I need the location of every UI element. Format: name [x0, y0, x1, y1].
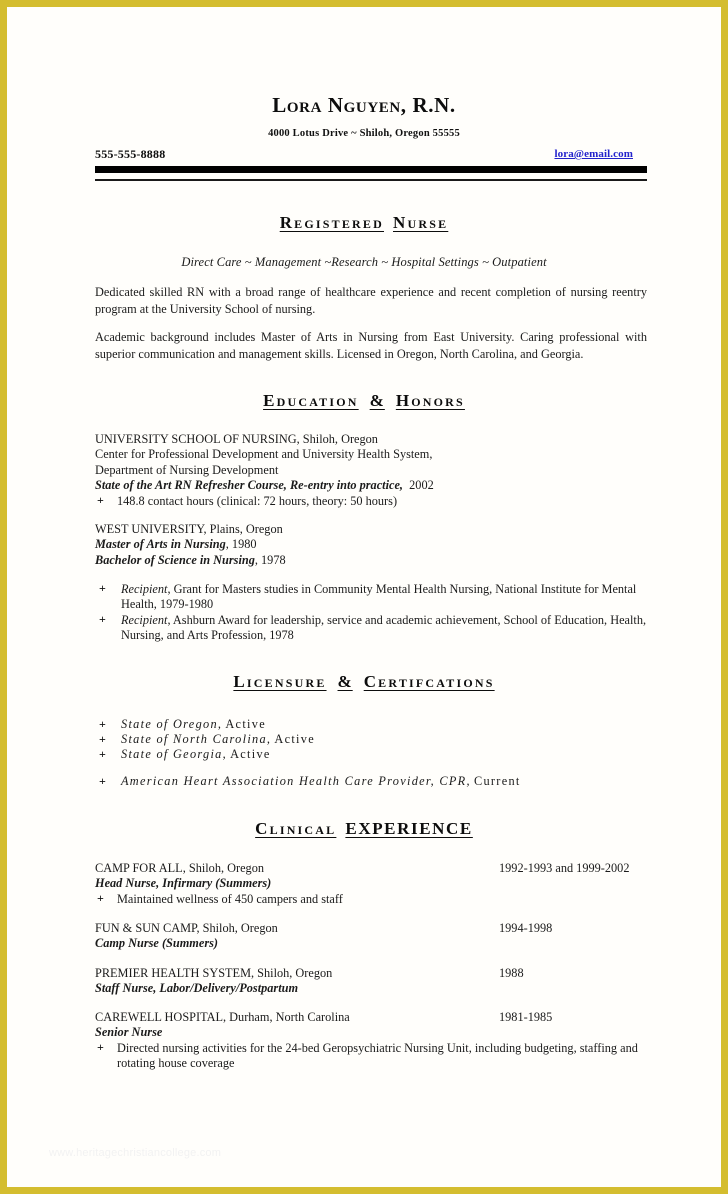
education-credential-year: 2002 — [409, 478, 434, 493]
heading-ampersand: & — [337, 672, 353, 691]
education-org-name: UNIVERSITY SCHOOL OF NURSING — [95, 432, 297, 446]
education-degree-line-2 — [95, 553, 647, 568]
education-entry-west-university — [95, 522, 647, 568]
heading-word-certifications: Certifcations — [363, 672, 495, 691]
experience-entry-carewell-hospital — [95, 1010, 647, 1072]
plus-bullet-icon: + — [99, 717, 106, 731]
education-org-line — [95, 432, 647, 447]
experience-org-location: , Shiloh, Oregon — [196, 921, 278, 935]
experience-org-line — [95, 861, 647, 876]
heading-word-education: Education — [263, 391, 359, 410]
heading-word-experience: EXPERIENCE — [345, 819, 473, 838]
experience-bullet-text: Maintained wellness of 450 campers and staff — [117, 891, 343, 906]
experience-bullet — [95, 1041, 647, 1072]
license-status: Active — [230, 747, 271, 761]
candidate-email-link[interactable]: lora@email.com — [554, 148, 633, 160]
certification-status: Current — [473, 774, 521, 788]
education-org-name: WEST UNIVERSITY — [95, 522, 204, 536]
plus-bullet-icon: + — [97, 1039, 104, 1054]
contact-row — [95, 147, 633, 163]
heading-word-honors: Honors — [395, 391, 465, 410]
heading-word-licensure: Licensure — [233, 672, 327, 691]
license-item — [95, 747, 647, 762]
experience-bullet — [95, 892, 647, 907]
summary-paragraph-2: Academic background includes Master of Arts in Nursing from East University. Caring professional with superior communication and management skills. Licensed in Oregon, North Carolina, and Georgia. — [95, 330, 647, 361]
plus-bullet-icon: + — [99, 611, 106, 626]
education-entry-university-school-of-nursing — [95, 432, 647, 509]
honors-list — [95, 582, 647, 644]
heading-word-clinical: Clinical — [255, 819, 337, 838]
plus-bullet-icon: + — [99, 581, 106, 595]
honors-text: , Grant for Masters studies in Community Mental Health Nursing, National Institute for Mental Health, 1979-1980 — [121, 582, 637, 612]
plus-bullet-icon: + — [97, 492, 104, 507]
experience-date: 1988 — [499, 966, 524, 980]
certification-name: American Heart Association Health Care Provider, CPR, — [121, 774, 471, 788]
professional-tagline: Direct Care ~ Management ~Research ~ Hospital Settings ~ Outpatient — [181, 255, 547, 269]
license-state: State of North Carolina, — [121, 732, 272, 746]
education-org-line — [95, 522, 647, 537]
header-rule-thin — [95, 179, 647, 181]
honors-lead: Recipient — [121, 582, 168, 596]
experience-entry-camp-for-all — [95, 861, 647, 907]
certification-item — [95, 774, 647, 789]
experience-entry-fun-and-sun-camp — [95, 921, 647, 952]
header-rule-thick — [95, 166, 647, 173]
license-state: State of Georgia, — [121, 747, 228, 761]
experience-bullet-text: Directed nursing activities for the 24-bed Geropsychiatric Nursing Unit, including budgeting, staffing and rotating house coverage — [117, 1040, 638, 1071]
plus-bullet-icon: + — [99, 774, 106, 788]
experience-entry-premier-health-system — [95, 966, 647, 997]
section-heading-licensure-certifications — [7, 672, 721, 692]
candidate-address: 4000 Lotus Drive ~ Shiloh, Oregon 55555 — [268, 128, 460, 139]
license-item — [95, 717, 647, 732]
education-degree-2: Bachelor of Science in Nursing — [95, 552, 255, 567]
licensure-list — [95, 717, 647, 762]
certification-list — [95, 774, 647, 789]
experience-date: 1994-1998 — [499, 921, 553, 935]
experience-role: Senior Nurse — [95, 1025, 163, 1040]
education-degree-line-1 — [95, 537, 647, 552]
summary-paragraph-1: Dedicated skilled RN with a broad range of healthcare experience and recent completion of nursing reentry program at the University School of nursing. — [95, 285, 647, 316]
experience-role: Staff Nurse, Labor/Delivery/Postpartum — [95, 981, 299, 996]
education-degree-1-year: , 1980 — [225, 537, 257, 552]
plus-bullet-icon: + — [97, 890, 104, 905]
experience-org-location: , Durham, North Carolina — [223, 1010, 350, 1024]
education-degree-2-year: , 1978 — [254, 552, 286, 567]
education-credential-line — [95, 478, 647, 493]
education-bullet-text: 148.8 contact hours (clinical: 72 hours, theory: 50 hours) — [117, 493, 398, 508]
license-item — [95, 732, 647, 747]
experience-org-name: PREMIER HEALTH SYSTEM — [95, 966, 252, 980]
section-heading-education-honors — [7, 391, 721, 411]
education-detail-line-2: Center for Professional Development and University Health System, — [95, 447, 433, 462]
heading-word-registered: Registered — [279, 213, 384, 232]
heading-word-nurse: Nurse — [393, 213, 449, 232]
site-watermark: www.heritagechristiancollege.com — [49, 1147, 222, 1159]
candidate-phone: 555-555-8888 — [95, 147, 166, 161]
honors-text: , Ashburn Award for leadership, service and academic achievement, School of Education, Health, Nursing, and Arts Profession, 1978 — [121, 612, 647, 643]
education-org-location: , Plains, Oregon — [203, 522, 283, 536]
experience-org-name: CAREWELL HOSPITAL — [95, 1010, 224, 1024]
experience-date: 1992-1993 and 1999-2002 — [499, 861, 630, 875]
plus-bullet-icon: + — [99, 747, 106, 761]
resume-sheet — [7, 7, 721, 1187]
experience-org-line — [95, 966, 647, 981]
experience-org-line — [95, 921, 647, 936]
education-org-location: , Shiloh, Oregon — [296, 432, 378, 446]
education-detail-line-3: Department of Nursing Development — [95, 462, 279, 477]
experience-org-location: , Shiloh, Oregon — [182, 861, 264, 875]
plus-bullet-icon: + — [99, 732, 106, 746]
section-heading-registered-nurse — [7, 213, 721, 233]
license-status: Active — [225, 717, 266, 731]
section-heading-clinical-experience — [7, 819, 721, 839]
education-credential: State of the Art RN Refresher Course, Re-entry into practice, — [95, 478, 403, 493]
experience-org-name: FUN & SUN CAMP — [95, 921, 197, 935]
experience-date: 1981-1985 — [499, 1010, 553, 1024]
honors-lead: Recipient — [121, 612, 168, 627]
education-degree-1: Master of Arts in Nursing — [95, 537, 226, 552]
honors-bullet — [95, 613, 647, 644]
experience-role: Head Nurse, Infirmary (Summers) — [95, 876, 272, 891]
heading-ampersand: & — [369, 391, 385, 410]
experience-org-location: , Shiloh, Oregon — [251, 966, 333, 980]
experience-org-name: CAMP FOR ALL — [95, 861, 183, 875]
experience-role: Camp Nurse (Summers) — [95, 936, 218, 951]
experience-org-line — [95, 1010, 647, 1025]
candidate-name: Lora Nguyen, R.N. — [272, 93, 456, 117]
license-status: Active — [274, 732, 315, 746]
honors-bullet — [95, 582, 647, 613]
education-bullet — [95, 494, 647, 509]
license-state: State of Oregon, — [121, 717, 223, 731]
